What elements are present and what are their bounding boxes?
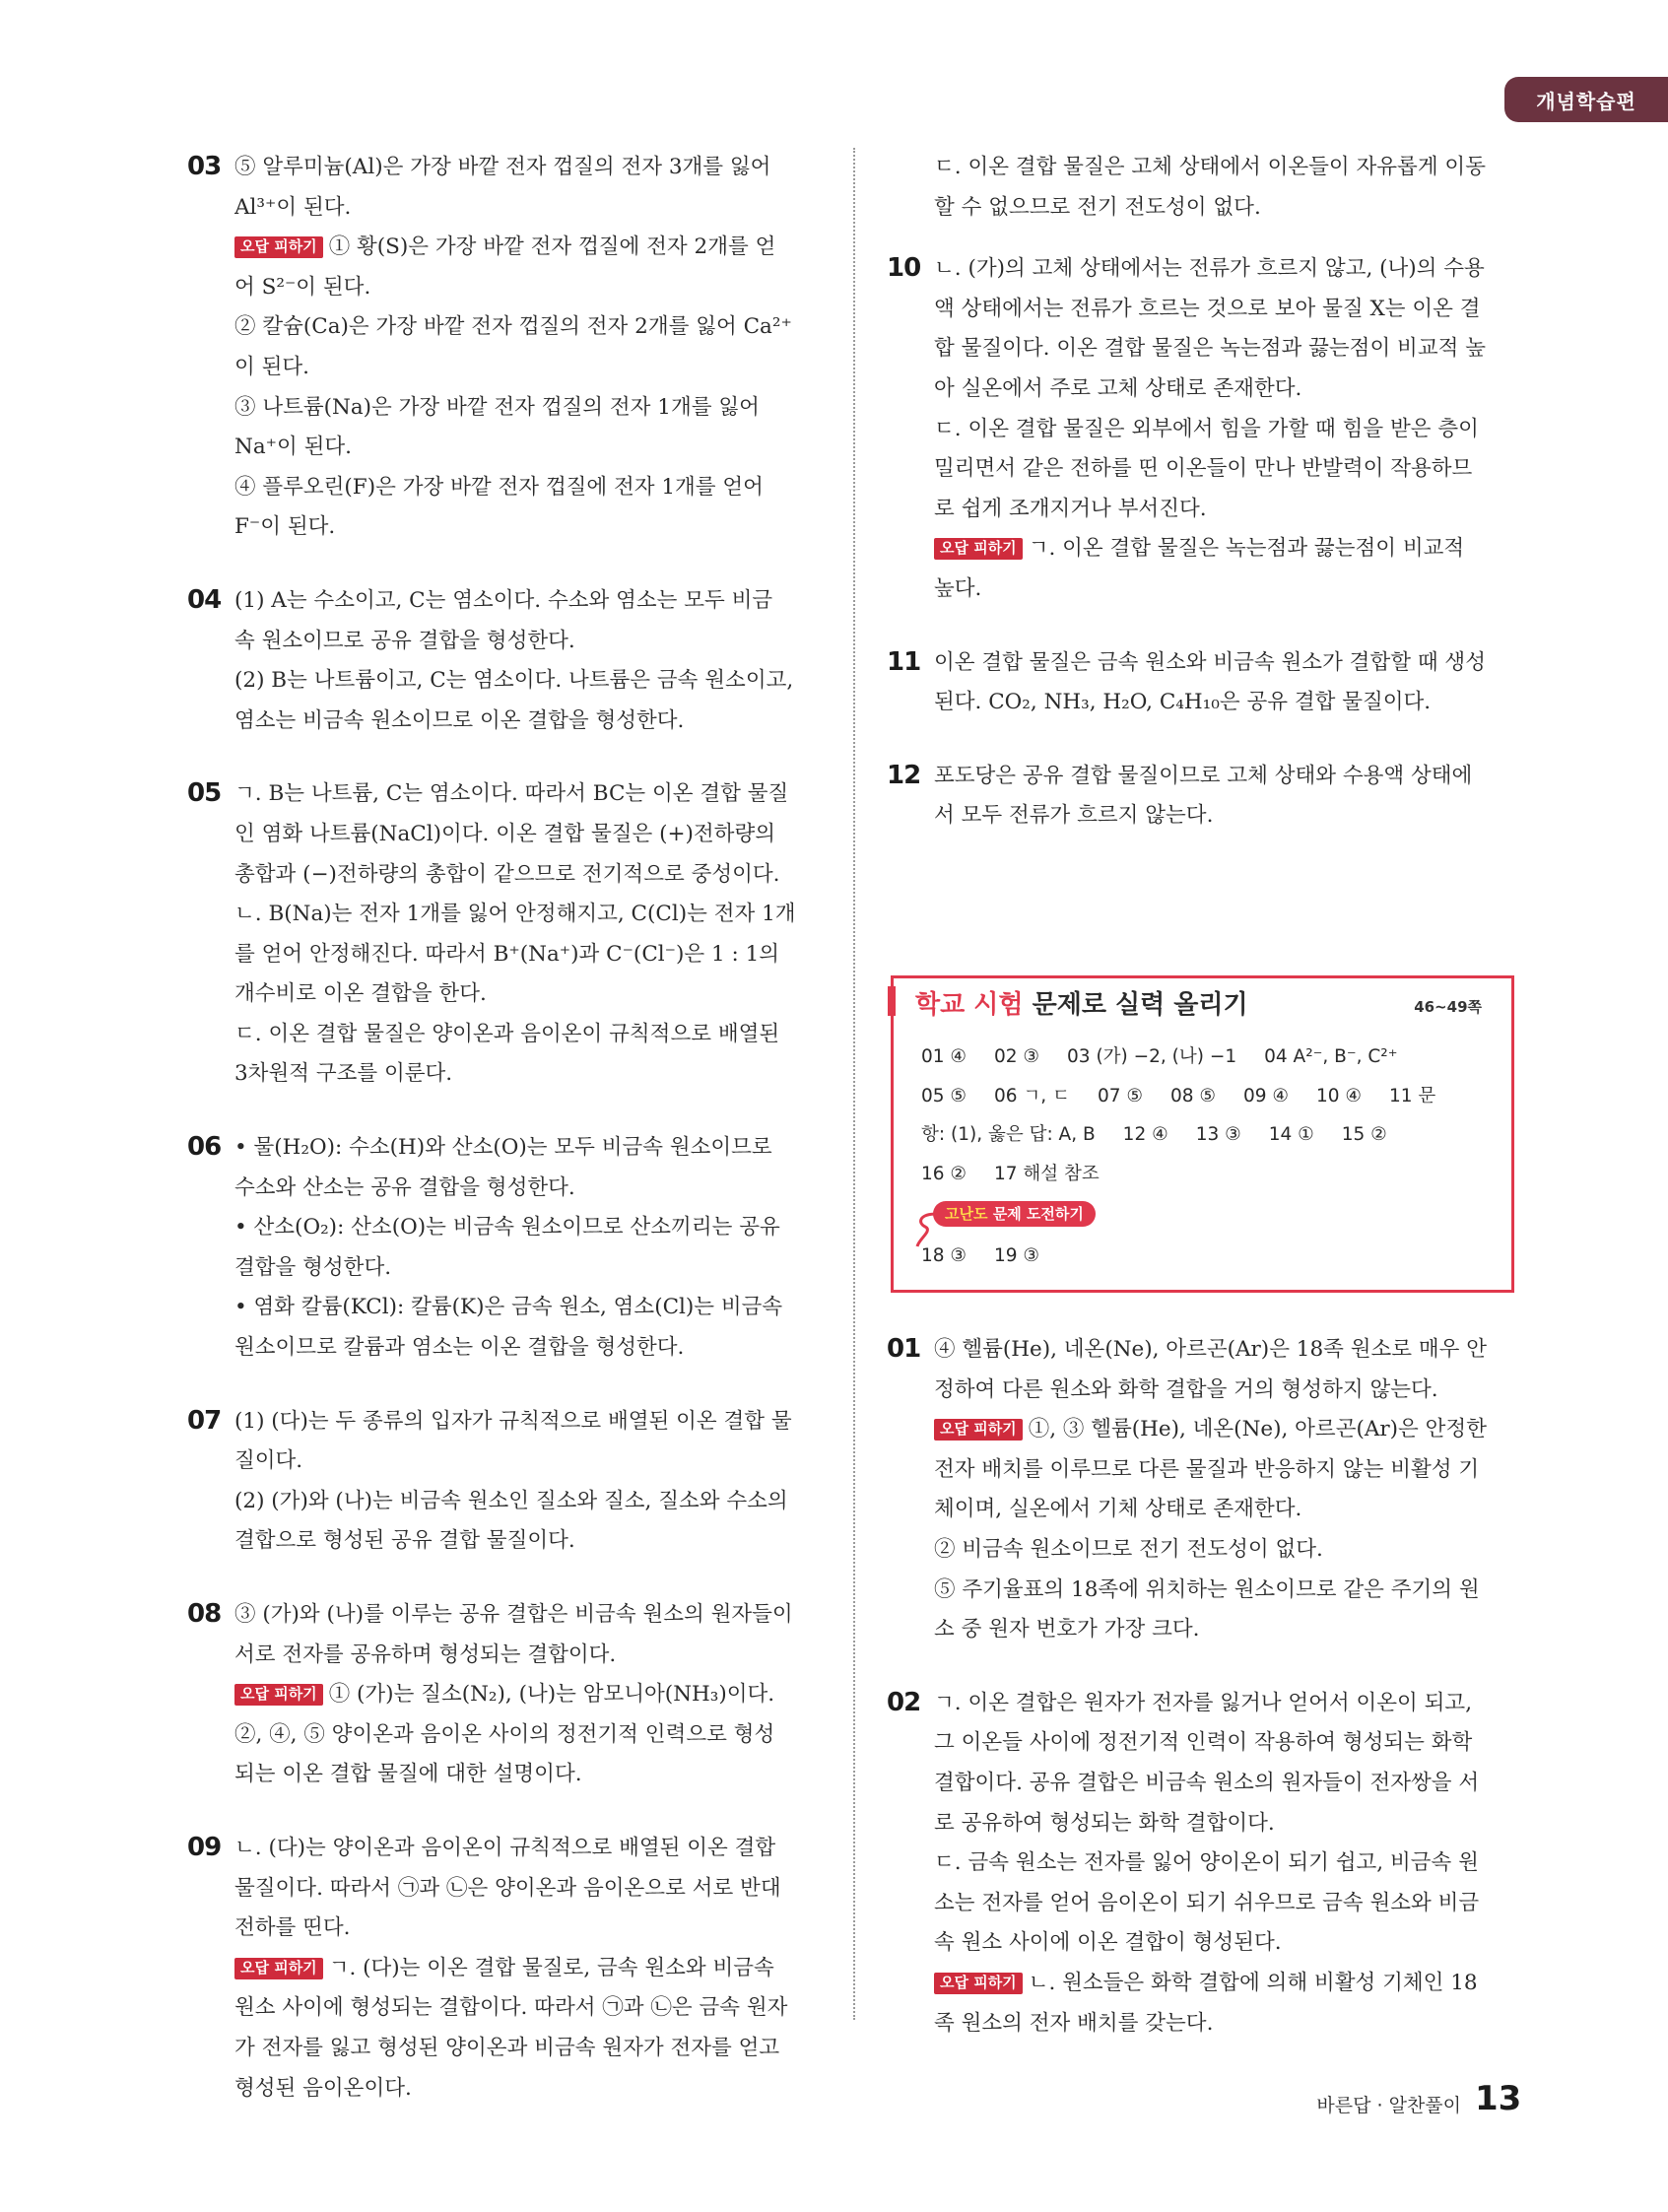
line-text: ㄷ. 이온 결합 물질은 고체 상태에서 이온들이 자유롭게 이동: [934, 155, 1486, 179]
line-text: ④ 플루오린(F)은 가장 바깥 전자 껍질에 전자 1개를 얻어: [234, 474, 764, 500]
text-line: [234, 1595, 816, 1636]
box-title-highlight: 학교 시험: [915, 990, 1024, 1020]
answer-item: [887, 1684, 1515, 2044]
line-text: ㄴ. (가)의 고체 상태에서는 전류가 흐르지 않고, (나)의 수용: [934, 256, 1485, 282]
answer-key-cell: 16 ②: [921, 1163, 967, 1184]
answer-key-cell: 11 문: [1389, 1085, 1436, 1106]
line-text: 전자 배치를 이루므로 다른 물질과 반응하지 않는 비활성 기: [934, 1456, 1480, 1482]
hard-answer-rows: [921, 1237, 1067, 1276]
page-number: 13: [1475, 2079, 1522, 2118]
text-line: [934, 1530, 1515, 1571]
line-text: 소 중 원자 번호가 가장 크다.: [934, 1617, 1200, 1642]
line-text: 원소 사이에 형성되는 결합이다. 따라서 ㉠과 ㉡은 금속 원자: [234, 1995, 788, 2021]
line-text: 합 물질이다. 이온 결합 물질은 녹는점과 끓는점이 비교적 높: [934, 336, 1486, 362]
item-number: 06: [187, 1132, 222, 1163]
line-text: 서 모두 전류가 흐르지 않는다.: [934, 803, 1214, 829]
avoid-mistake-badge: 오답 피하기: [234, 236, 323, 258]
text-line: [934, 369, 1515, 410]
line-text: 원소이므로 칼륨과 염소는 이온 결합을 형성한다.: [234, 1335, 685, 1361]
text-line: [234, 1441, 816, 1482]
line-text: (2) B는 나트륨이고, C는 염소이다. 나트륨은 금속 원소이고,: [234, 668, 794, 694]
hard-label-highlight: 고난도: [945, 1205, 988, 1223]
line-text: 그 이온들 사이에 정전기적 인력이 작용하여 형성되는 화학: [934, 1730, 1473, 1756]
line-text: F⁻이 된다.: [234, 514, 336, 540]
answer-key-row: [921, 1237, 1067, 1276]
text-line: [934, 148, 1515, 188]
text-line: [234, 468, 816, 508]
text-line: [934, 449, 1515, 490]
line-text: 할 수 없으므로 전기 전도성이 없다.: [934, 194, 1261, 220]
line-text: 로 공유하여 형성되는 화학 결합이다.: [934, 1810, 1275, 1836]
text-line: [234, 1949, 816, 1989]
avoid-mistake-badge: 오답 피하기: [934, 538, 1023, 560]
text-line: [934, 249, 1515, 290]
answer-item: [187, 1829, 816, 2109]
line-text: ① 황(S)은 가장 바깥 전자 껍질에 전자 2개를 얻: [328, 235, 776, 260]
text-line: [934, 1410, 1515, 1450]
line-text: ④ 헬륨(He), 네온(Ne), 아르곤(Ar)은 18족 원소로 매우 안: [934, 1337, 1488, 1362]
line-text: ㄱ. 이온 결합 물질은 녹는점과 끓는점이 비교적: [1028, 536, 1465, 562]
line-text: 이온 결합 물질은 금속 원소와 비금속 원소가 결합할 때 생성: [934, 649, 1486, 675]
line-text: 속 원소 사이에 이온 결합이 형성된다.: [934, 1930, 1282, 1956]
line-text: 가 전자를 잃고 형성된 양이온과 비금속 원자가 전자를 얻고: [234, 2035, 780, 2060]
line-text: 어 S²⁻이 된다.: [234, 274, 371, 300]
answer-key-cell: 항: (1), 옳은 답: A, B: [921, 1124, 1096, 1145]
text-line: [234, 815, 816, 855]
text-line: [234, 1169, 816, 1209]
line-text: 물질이다. 따라서 ㉠과 ㉡은 양이온과 음이온으로 서로 반대: [234, 1875, 781, 1901]
answer-item: [887, 249, 1515, 609]
answer-key-cell: 08 ⑤: [1169, 1085, 1216, 1106]
answer-key-cell: 17 해설 참조: [994, 1163, 1100, 1184]
text-line: [934, 490, 1515, 530]
line-text: ②, ④, ⑤ 양이온과 음이온 사이의 정전기적 인력으로 형성: [234, 1721, 775, 1747]
text-line: [234, 1248, 816, 1289]
line-text: 총합과 (−)전하량의 총합이 같으므로 전기적으로 중성이다.: [234, 861, 780, 887]
line-text: ①, ③ 헬륨(He), 네온(Ne), 아르곤(Ar)은 안정한: [1028, 1417, 1487, 1442]
item-number: 01: [887, 1334, 921, 1364]
answer-key-cell: 10 ④: [1316, 1085, 1363, 1106]
text-line: [234, 188, 816, 229]
line-text: 되는 이온 결합 물질에 대한 설명이다.: [234, 1762, 582, 1787]
text-line: [234, 702, 816, 742]
text-line: [234, 974, 816, 1015]
line-text: 결합이다. 공유 결합은 비금속 원소의 원자들이 전자쌍을 서: [934, 1770, 1480, 1795]
hard-problems-banner: [913, 1201, 1084, 1227]
answer-key-cell: 07 ⑤: [1097, 1085, 1143, 1106]
line-text: ② 비금속 원소이므로 전기 전도성이 없다.: [934, 1536, 1323, 1562]
answer-item: [187, 1128, 816, 1369]
line-text: 결합을 형성한다.: [234, 1254, 392, 1280]
text-line: [234, 1675, 816, 1715]
text-line: [234, 1054, 816, 1095]
text-line: [934, 1923, 1515, 1964]
box-page-range: 46~49쪽: [1414, 998, 1482, 1016]
text-line: [234, 1128, 816, 1169]
answer-key-cell: 09 ④: [1242, 1085, 1289, 1106]
text-line: [934, 290, 1515, 330]
text-line: [934, 643, 1515, 684]
line-text: ㄴ. B(Na)는 전자 1개를 잃어 안정해지고, C(Cl)는 전자 1개: [234, 902, 796, 927]
answer-key-cell: 19 ③: [994, 1245, 1040, 1266]
line-text: Na⁺이 된다.: [234, 435, 352, 460]
text-line: [234, 1208, 816, 1248]
column-divider: [853, 148, 855, 2020]
text-line: [934, 2004, 1515, 2044]
item-number: 02: [887, 1687, 921, 1717]
answer-key-cell: 18 ③: [921, 1245, 967, 1266]
right-column-bottom: [887, 1330, 1515, 2077]
item-number: 11: [887, 646, 921, 677]
item-number: 03: [187, 152, 222, 181]
text-line: [234, 2029, 816, 2069]
line-text: 인 염화 나트륨(NaCl)이다. 이온 결합 물질은 (+)전하량의: [234, 821, 775, 846]
text-line: [234, 1715, 816, 1756]
line-text: 질이다.: [234, 1448, 303, 1474]
answer-key-cell: 06 ㄱ, ㄷ: [994, 1085, 1070, 1106]
line-text: ⑤ 주기율표의 18족에 위치하는 원소이므로 같은 주기의 원: [934, 1576, 1480, 1602]
text-line: [934, 1571, 1515, 1611]
answer-item: [187, 581, 816, 741]
text-line: [934, 1330, 1515, 1371]
line-text: • 염화 칼륨(KCl): 칼륨(K)은 금속 원소, 염소(Cl)는 비금속: [234, 1295, 783, 1320]
item-number: 04: [187, 584, 222, 615]
line-text: ㄴ. (다)는 양이온과 음이온이 규칙적으로 배열된 이온 결합: [234, 1835, 776, 1860]
line-text: ㄷ. 이온 결합 물질은 외부에서 힘을 가할 때 힘을 받은 층이: [934, 416, 1479, 441]
answer-key-cell: 03 (가) −2, (나) −1: [1067, 1046, 1237, 1067]
line-text: 액 상태에서는 전류가 흐르는 것으로 보아 물질 X는 이온 결: [934, 296, 1481, 321]
line-text: 족 원소의 전자 배치를 갖는다.: [934, 2010, 1214, 2036]
answer-key-box: [891, 975, 1514, 1293]
line-text: 전하를 띤다.: [234, 1915, 351, 1941]
text-line: [234, 774, 816, 815]
item-number: 08: [187, 1599, 222, 1629]
hard-problems-label: [933, 1201, 1096, 1227]
text-line: [234, 1909, 816, 1949]
answer-item: [187, 1595, 816, 1795]
answer-item: [890, 148, 1515, 228]
line-text: (2) (가)와 (나)는 비금속 원소인 질소와 질소, 질소와 수소의: [234, 1488, 788, 1513]
line-text: 로 쉽게 조개지거나 부서진다.: [934, 496, 1207, 521]
avoid-mistake-badge: 오답 피하기: [234, 1684, 323, 1706]
line-text: • 물(H₂O): 수소(H)와 산소(O)는 모두 비금속 원소이므로: [234, 1135, 772, 1161]
text-line: [234, 1869, 816, 1910]
text-line: [934, 1684, 1515, 1724]
line-text: ㄷ. 금속 원소는 전자를 잃어 양이온이 되기 쉽고, 비금속 원: [934, 1850, 1479, 1876]
line-text: 결합으로 형성된 공유 결합 물질이다.: [234, 1528, 575, 1554]
box-title: [915, 984, 1248, 1021]
box-accent-stripe: [888, 986, 896, 1016]
avoid-mistake-badge: 오답 피하기: [934, 1419, 1023, 1441]
text-line: [234, 1482, 816, 1522]
box-title-rest: 문제로 실력 올리기: [1023, 990, 1248, 1020]
line-text: 서로 전자를 공유하며 형성되는 결합이다.: [234, 1642, 617, 1667]
line-text: 소는 전자를 얻어 음이온이 되기 쉬우므로 금속 원소와 비금: [934, 1890, 1480, 1915]
text-line: [234, 661, 816, 702]
answer-key-cell: 04 A²⁻, B⁻, C²⁺: [1264, 1046, 1398, 1067]
line-text: (1) (다)는 두 종류의 입자가 규칙적으로 배열된 이온 결합 물: [234, 1408, 792, 1434]
line-text: (1) A는 수소이고, C는 염소이다. 수소와 염소는 모두 비금: [234, 587, 773, 613]
text-line: [234, 935, 816, 975]
text-line: [234, 1829, 816, 1869]
text-line: [934, 410, 1515, 450]
text-line: [934, 1764, 1515, 1804]
line-text: 수소와 산소는 공유 결합을 형성한다.: [234, 1174, 575, 1200]
text-line: [934, 1964, 1515, 2004]
right-column-top: [887, 148, 1515, 870]
line-text: 이 된다.: [234, 354, 309, 379]
text-line: [234, 581, 816, 622]
item-number: 07: [187, 1405, 222, 1436]
line-text: 형성된 음이온이다.: [234, 2075, 412, 2101]
text-line: [934, 1490, 1515, 1530]
item-number: 09: [187, 1832, 222, 1862]
text-line: [934, 757, 1515, 797]
text-line: [234, 622, 816, 662]
text-line: [234, 855, 816, 896]
line-text: 개수비로 이온 결합을 한다.: [234, 981, 487, 1007]
line-text: 포도당은 공유 결합 물질이므로 고체 상태와 수용액 상태에: [934, 763, 1473, 788]
text-line: [234, 1288, 816, 1328]
line-text: ㄷ. 이온 결합 물질은 양이온과 음이온이 규칙적으로 배열된: [234, 1021, 780, 1046]
text-line: [234, 1015, 816, 1055]
text-line: [234, 895, 816, 935]
text-line: [934, 570, 1515, 610]
line-text: 3차원적 구조를 이룬다.: [234, 1061, 453, 1087]
text-line: [234, 388, 816, 429]
text-line: [234, 228, 816, 268]
line-text: ③ (가)와 (나)를 이루는 공유 결합은 비금속 원소의 원자들이: [234, 1602, 793, 1627]
text-line: [234, 268, 816, 308]
answer-key-rows: [921, 1038, 1492, 1193]
answer-key-row: [921, 1155, 1492, 1194]
text-line: [934, 1843, 1515, 1884]
text-line: [234, 1636, 816, 1676]
text-line: [234, 307, 816, 348]
text-line: [234, 148, 816, 188]
line-text: Al³⁺이 된다.: [234, 194, 352, 220]
answer-item: [887, 757, 1515, 837]
text-line: [934, 529, 1515, 570]
text-line: [934, 188, 1515, 229]
text-line: [234, 2069, 816, 2110]
line-text: ③ 나트륨(Na)은 가장 바깥 전자 껍질의 전자 1개를 잃어: [234, 394, 760, 420]
text-line: [934, 1723, 1515, 1764]
line-text: ㄴ. 원소들은 화학 결합에 의해 비활성 기체인 18: [1028, 1970, 1478, 1995]
line-text: 체이며, 실온에서 기체 상태로 존재한다.: [934, 1497, 1302, 1522]
text-line: [934, 1884, 1515, 1924]
text-line: [934, 1450, 1515, 1491]
line-text: 정하여 다른 원소와 화학 결합을 거의 형성하지 않는다.: [934, 1376, 1438, 1402]
line-text: 아 실온에서 주로 고체 상태로 존재한다.: [934, 375, 1302, 401]
line-text: 를 얻어 안정해진다. 따라서 B⁺(Na⁺)과 C⁻(Cl⁻)은 1 : 1의: [234, 941, 780, 967]
hard-label-rest: 문제 도전하기: [987, 1205, 1084, 1223]
text-line: [934, 796, 1515, 837]
line-text: 속 원소이므로 공유 결합을 형성한다.: [234, 628, 575, 653]
answer-item: [187, 774, 816, 1095]
answer-key-cell: 05 ⑤: [921, 1085, 967, 1106]
line-text: ㄱ. B는 나트륨, C는 염소이다. 따라서 BC는 이온 결합 물질: [234, 781, 789, 807]
line-text: ㄱ. (다)는 이온 결합 물질로, 금속 원소와 비금속: [328, 1955, 774, 1980]
text-line: [234, 1755, 816, 1795]
answer-key-cell: 15 ②: [1341, 1124, 1387, 1145]
answer-key-row: [921, 1115, 1492, 1155]
item-number: 12: [887, 760, 921, 790]
footer-label: 바른답 · 알찬풀이: [1316, 2095, 1461, 2116]
text-line: [234, 507, 816, 548]
answer-item: [887, 643, 1515, 723]
line-text: 높다.: [934, 575, 982, 601]
answer-key-cell: 13 ③: [1195, 1124, 1241, 1145]
text-line: [234, 428, 816, 468]
answer-key-row: [921, 1038, 1492, 1077]
line-text: • 산소(O₂): 산소(O)는 비금속 원소이므로 산소끼리는 공유: [234, 1215, 780, 1240]
text-line: [234, 348, 816, 388]
text-line: [934, 683, 1515, 723]
text-line: [934, 1804, 1515, 1844]
left-column: [187, 148, 816, 2142]
line-text: 밀리면서 같은 전하를 띤 이온들이 만나 반발력이 작용하므: [934, 456, 1473, 482]
text-line: [934, 329, 1515, 369]
answer-key-cell: 01 ④: [921, 1046, 967, 1067]
line-text: ㄱ. 이온 결합은 원자가 전자를 잃거나 얻어서 이온이 되고,: [934, 1690, 1473, 1715]
section-tab: 개념학습편: [1504, 77, 1668, 122]
text-line: [234, 1402, 816, 1442]
avoid-mistake-badge: 오답 피하기: [234, 1958, 323, 1979]
item-number: 10: [887, 253, 921, 284]
text-line: [234, 1988, 816, 2029]
answer-key-cell: 02 ③: [994, 1046, 1040, 1067]
answer-key-row: [921, 1077, 1492, 1116]
answer-item: [187, 148, 816, 548]
text-line: [934, 1610, 1515, 1650]
line-text: 염소는 비금속 원소이므로 이온 결합을 형성한다.: [234, 707, 685, 733]
answer-item: [187, 1402, 816, 1562]
item-number: 05: [187, 778, 222, 809]
answer-key-cell: 14 ①: [1268, 1124, 1314, 1145]
text-line: [934, 1371, 1515, 1411]
text-line: [234, 1521, 816, 1562]
line-text: 된다. CO₂, NH₃, H₂O, C₄H₁₀은 공유 결합 물질이다.: [934, 690, 1432, 715]
text-line: [234, 1328, 816, 1369]
line-text: ⑤ 알루미늄(Al)은 가장 바깥 전자 껍질의 전자 3개를 잃어: [234, 155, 771, 179]
answer-item: [887, 1330, 1515, 1650]
answer-key-cell: 12 ④: [1122, 1124, 1168, 1145]
avoid-mistake-badge: 오답 피하기: [934, 1973, 1023, 1994]
line-text: ① (가)는 질소(N₂), (나)는 암모니아(NH₃)이다.: [328, 1682, 775, 1708]
line-text: ② 칼슘(Ca)은 가장 바깥 전자 껍질의 전자 2개를 잃어 Ca²⁺: [234, 314, 792, 340]
